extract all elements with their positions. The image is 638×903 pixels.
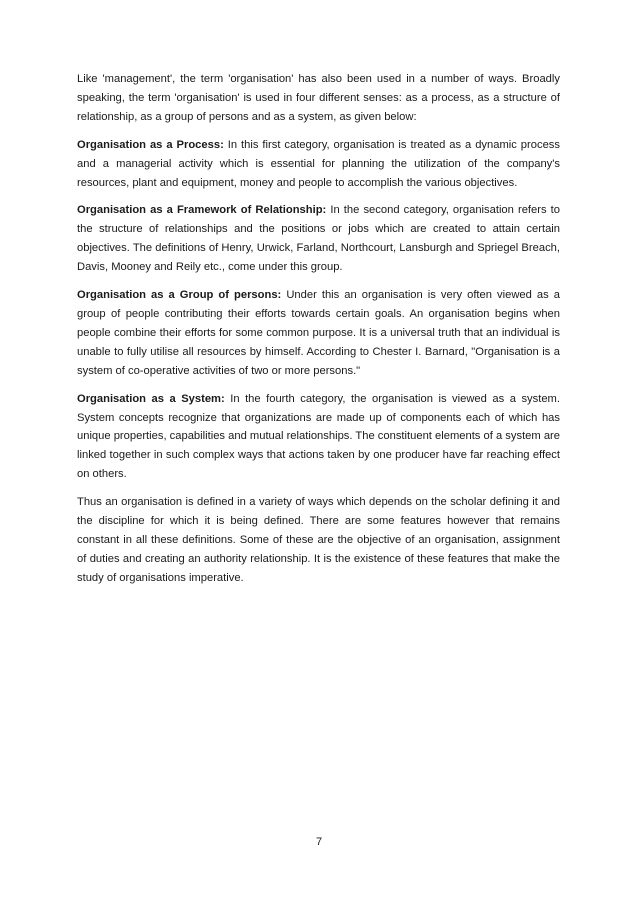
paragraph-process-text: In this first category, organisation is treated as a dynamic process and a managerial activity which is essential for planning the utilization of the company's resources, plant and equipment, money and people to accomplish the various objectives. [77,138,560,189]
page-content [77,70,560,597]
page-number: 7 [315,836,323,848]
paragraph-system-heading: Organisation as a System: [77,392,225,405]
paragraph-intro-text: Like 'management', the term 'organisation' has also been used in a number of ways. Broadly speaking, the term 'organisation' is used in four different senses: as a process, as a structure of relationship, as a group of persons and as a system, as given below: [77,73,560,123]
paragraph-conclusion-text: Thus an organisation is defined in a variety of ways which depends on the scholar defining it and the discipline for which it is being defined. There are some features however that remains constant in all these definitions. Some of these are the objective of an organisation, assignment of duties and creating an authority relationship. It is the existence of these features that make the study of organisations imperative. [77,496,560,584]
paragraph-framework-text: In the second category, organisation refers to the structure of relationships and the positions or jobs which are created to attain certain objectives. The definitions of Henry, Urwick, Farland, Northcourt, Lansburgh and Spriegel Breach, Davis, Mooney and Reily etc., come under this group. [77,204,561,274]
paragraph-group-heading: Organisation as a Group of persons: [77,289,282,302]
paragraph-system [77,390,560,485]
paragraph-conclusion [77,493,560,588]
paragraph-system-text: In the fourth category, the organisation is viewed as a system. System concepts recognize that organizations are made up of components each of which has unique properties, capabilities and mutual relationships. The constituent elements of a system are linked together in such complex ways that actions taken by one producer have far reaching effect on others. [77,392,560,481]
paragraph-process-heading: Organisation as a Process: [77,138,224,151]
paragraph-framework-heading: Organisation as a Framework of Relationship: [77,204,327,217]
paragraph-framework [77,201,560,277]
paragraph-group-text: Under this an organisation is very often viewed as a group of people contributing their efforts towards certain goals. An organisation begins when people combine their efforts for some common purpose. It is a universal truth that an individual is unable to fully utilise all resources by himself. According to Chester I. Barnard, "Organisation is a system of co-operative activities of two or more persons." [77,289,560,377]
paragraph-process [77,136,560,193]
paragraph-group [77,286,560,381]
paragraph-intro [77,70,560,127]
